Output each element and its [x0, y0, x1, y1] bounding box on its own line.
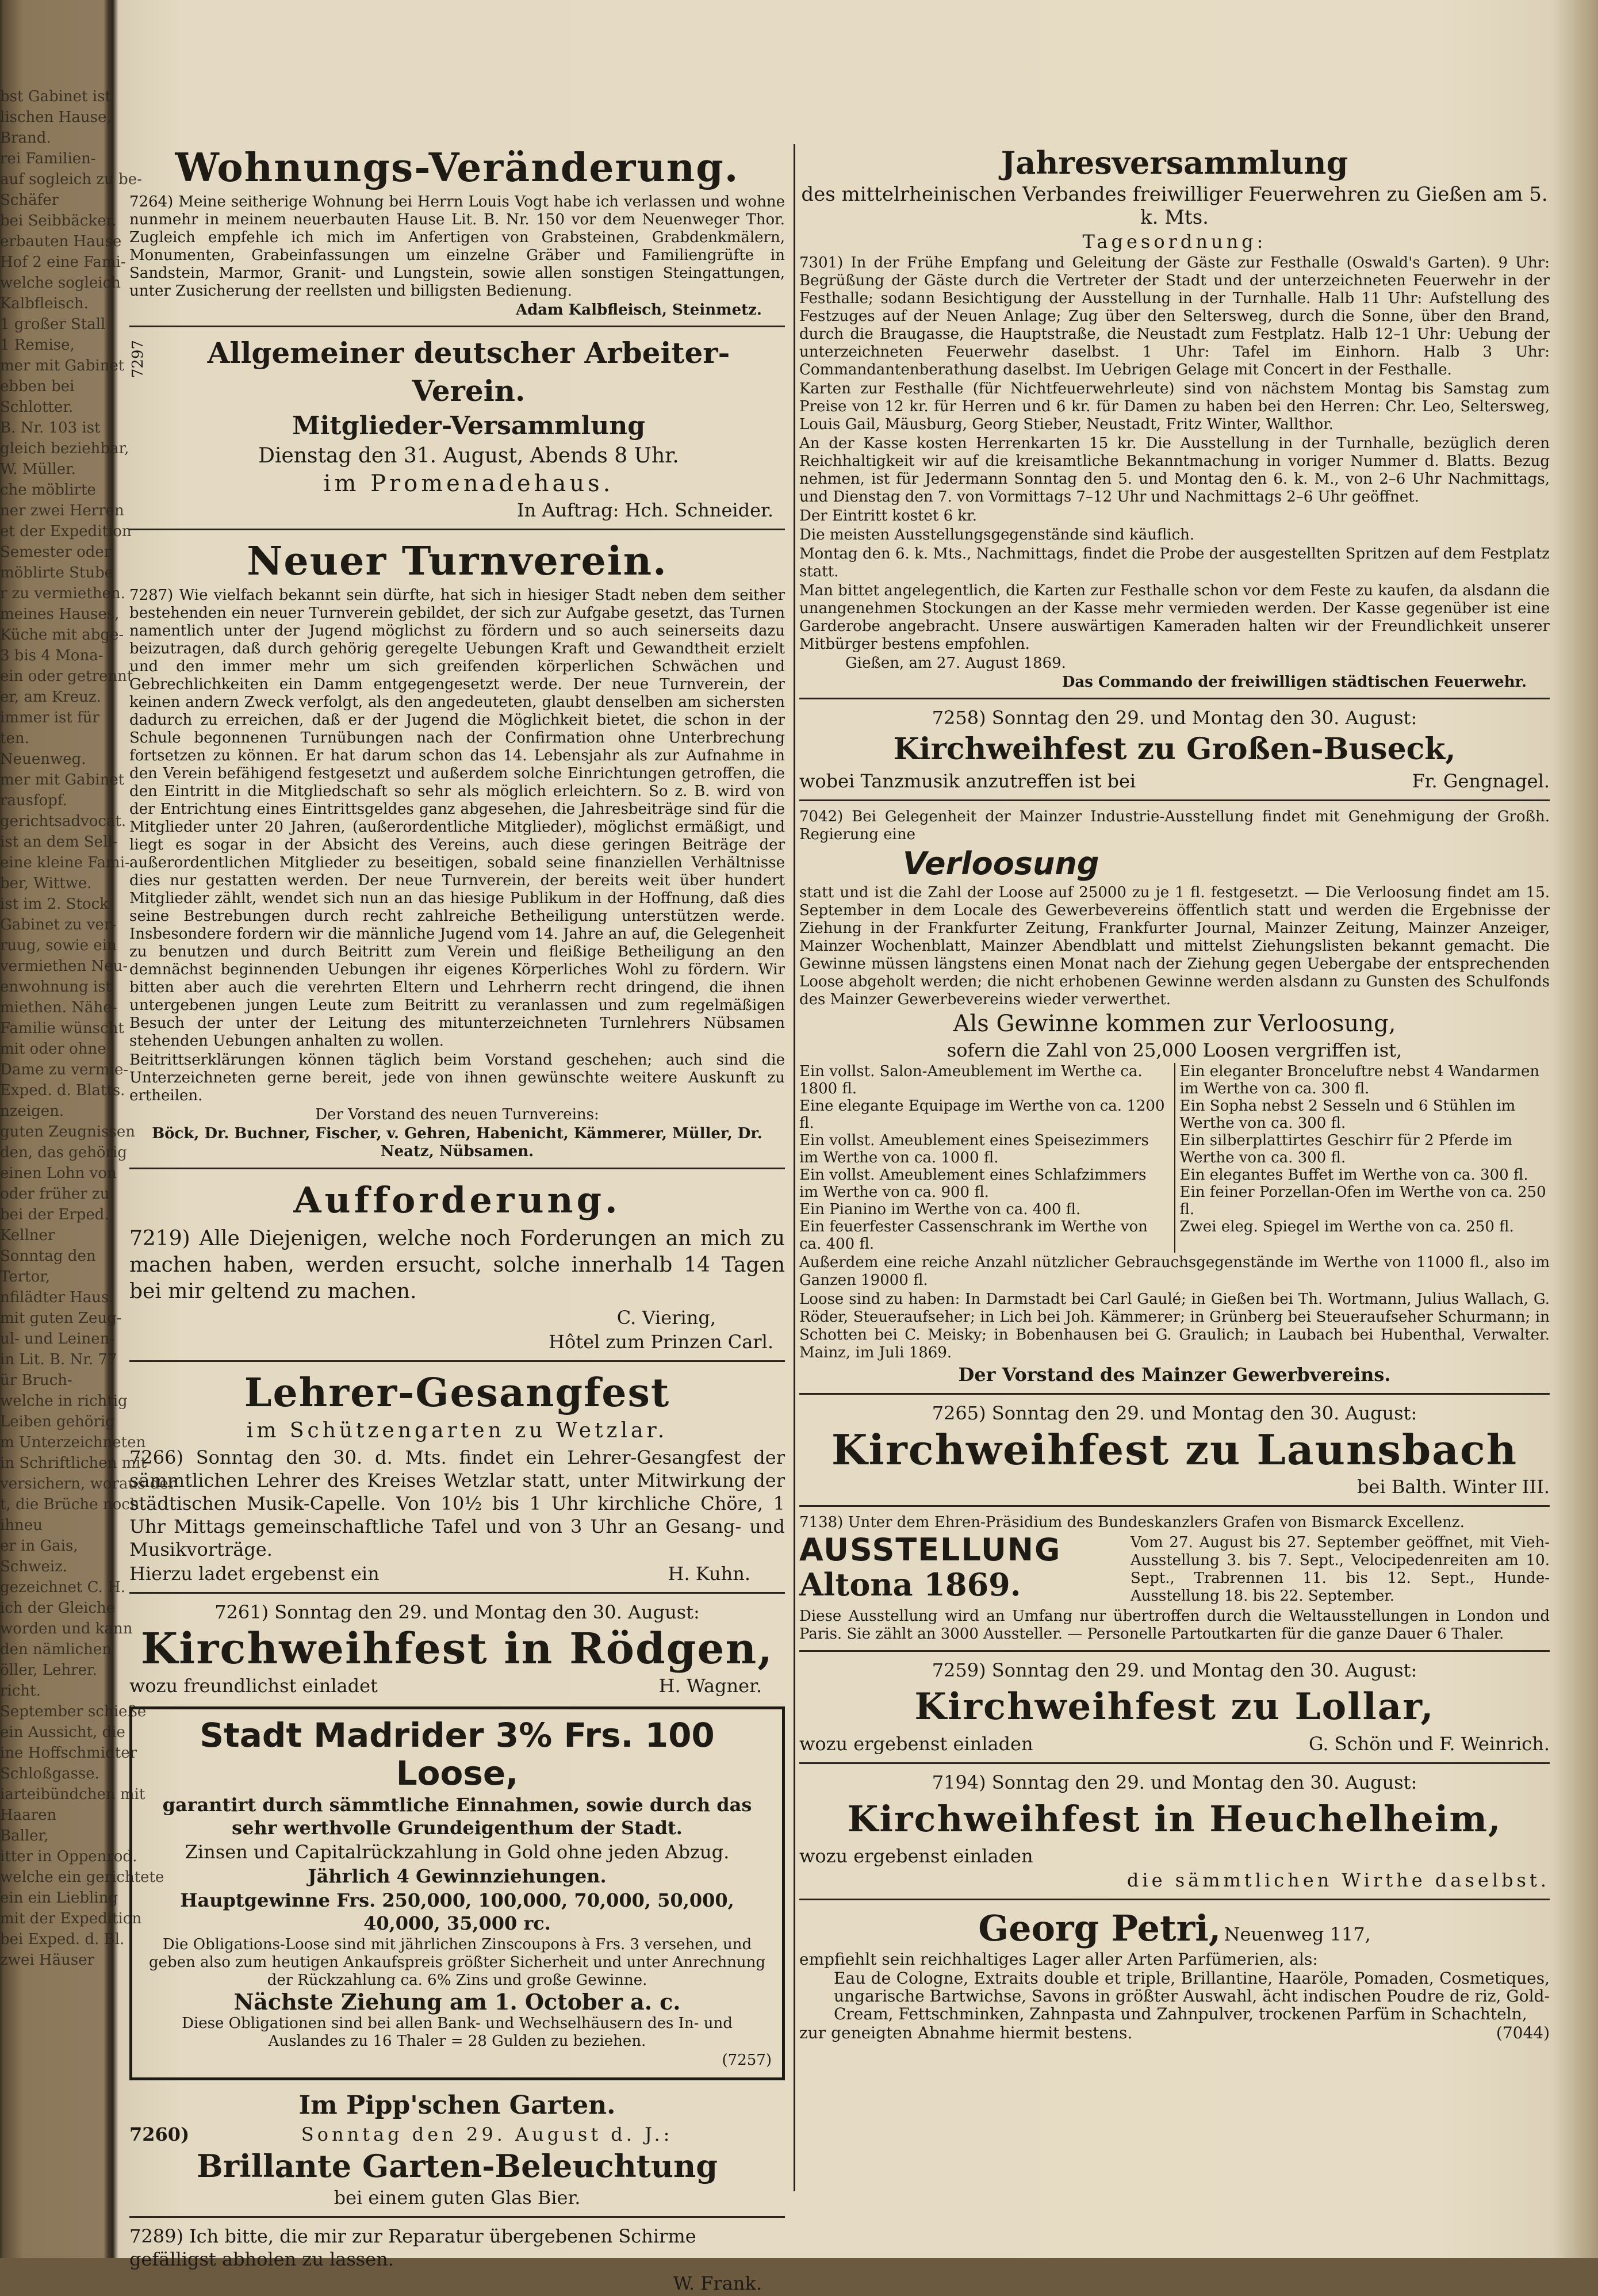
- ad-line: Diese Obligationen sind bei allen Bank- und Wechselhäusern des In- und Auslandes zu 16 Thaler = 28 Gulden zu beziehen.: [182, 2015, 733, 2050]
- ad-body-4: Der Eintritt kostet 6 kr.: [799, 507, 978, 525]
- right-column: [799, 144, 1550, 2043]
- left-page-fragment: Leiben gehörig: [0, 1413, 115, 1430]
- ad-invite: wozu ergebenst einladen: [799, 1733, 1033, 1755]
- divider: [129, 529, 785, 530]
- ad-footer: [799, 770, 1550, 793]
- left-page-fragment: 1 großer Stall: [0, 316, 106, 333]
- ad-address: Neuenweg 117,: [1224, 1923, 1371, 1945]
- prize-list-left: [799, 1063, 1175, 1253]
- left-page-fragment: che möblirte: [0, 481, 96, 499]
- prize-item: Zwei eleg. Spiegel im Werthe von ca. 250 fl.: [1179, 1218, 1514, 1235]
- ad-invite: wozu ergebenst einladen: [799, 1845, 1033, 1867]
- left-page-fragment: oder früher zu: [0, 1185, 110, 1203]
- prize-item: Ein vollst. Ameublement eines Schlafzimmers im Werthe von ca. 900 fl.: [799, 1166, 1147, 1201]
- ad-body: 7287) Wie vielfach bekannt sein dürfte, hat sich in hiesiger Stadt neben dem seither bestehenden ein neuer Turnverein gebildet, der sich zur Aufgabe gesetzt, das Turnen namentlich unter der Jugend möglichst zu fördern und so auch seinerseits dazu beizutragen, daß durch gehörig geregelte Uebungen Kraft und Gewandtheit erzielt und den immer mehr um sich greifenden körperlichen Schwächen und Gebrechlichkeiten ein Damm entgegengesetzt werde. Der neue Turnverein, der keinen andern Zweck verfolgt, als den angedeuteten, glaubt denselben am sichersten dadurch zu erreichen, daß er der Jugend die Möglichkeit bietet, die schon in der Schule begonnenen Turnübungen nach der Confirmation ohne Unterbrechung fortsetzen zu können. Er hat darum schon das 14. Lebensjahr als zur Aufnahme in den Verein befähigend festgesetzt und außerdem solche Einrichtungen getroffen, die den Eintritt in die Mitgliedschaft so sehr als möglich erleichtern. So z. B. wird von der Entrichtung eines Eintrittsgeldes ganz abgesehen, die Jahresbeiträge sind für die Mitglieder unter 20 Jahren, (außerordentliche Mitglieder), möglichst ermäßigt, und liegt es sogar in der Absicht des Vereins, auch diese geringen Beiträge der außerordentlichen Mitglieder zu beseitigen, sobald seine finanziellen Verhältnisse dies nur gestatten werden. Der neue Turnverein, der bereits weit über hundert Mitglieder zählt, wendet sich nun an das hiesige Publikum in der Hoffnung, daß dies seine Bestrebungen durch recht zahlreiche Betheiligung unterstützen werde. Insbesondere fordern wir die männliche Jugend vom 14. Jahre an auf, die Gelegenheit zu benutzen und durch Beitritt zum Verein und fleißige Betheiligung an den demnächst beginnenden Uebungen ihr eigenes Körperliches Wohl zu fördern. Wir bitten aber auch die verehrten Eltern und Lehrherrn recht dringend, die ihnen untergebenen jungen Leute zum Beitritt zu veranlassen und zum regelmäßigen Besuch der unter der Leitung des mitunterzeichneten Turnlehrers Nübsamen stehenden Uebungen anhalten zu wollen.: [129, 587, 785, 1050]
- left-page-fragment: einen Lohn von: [0, 1165, 117, 1182]
- divider: [799, 1762, 1550, 1764]
- left-page-fragment: immer ist für: [0, 709, 99, 726]
- ad-intro: 7138) Unter dem Ehren-Präsidium des Bundeskanzlers Grafen von Bismarck Excellenz.: [799, 1514, 1465, 1531]
- ad-side-number: 7297: [129, 340, 147, 378]
- left-page-fragment: Schlotter.: [0, 399, 74, 416]
- ad-title: Kirchweihfest in Rödgen,: [140, 1624, 774, 1674]
- ad-title: Aufforderung.: [293, 1179, 621, 1221]
- left-page-fragment: nfilädter Haus.: [0, 1289, 114, 1306]
- left-page-fragment: richt.: [0, 1682, 41, 1700]
- ad-body-7: Man bittet angelegentlich, die Karten zur Festhalle schon vor dem Feste zu kaufen, da alsdann die unangenehmen Stockungen an der Kasse mehr vermieden werden. Der Kasse gegenüber ist eine Garderobe angebracht. Unsere auswärtigen Kameraden halten wir der Freundlichkeit unserer Mitbürger bestens empfohlen.: [799, 582, 1550, 653]
- prize-item: Ein vollst. Salon-Ameublement im Werthe ca. 1800 fl.: [799, 1063, 1143, 1097]
- left-page-fragment: eine kleine Fami-: [0, 854, 130, 871]
- left-page-fragment: Exped. d. Blatts.: [0, 1082, 125, 1099]
- ad-signature: C. Viering,: [616, 1307, 716, 1329]
- left-page-fragment: welche ein gerichtete: [0, 1869, 164, 1886]
- divider: [799, 1393, 1550, 1395]
- ad-petri: [799, 1907, 1550, 2042]
- left-page-fragment: den nämlichen: [0, 1641, 112, 1658]
- prize-item: Ein Pianino im Werthe von ca. 400 fl.: [799, 1201, 1081, 1218]
- ad-date-row: [129, 2123, 785, 2146]
- left-page-fragment: mer mit Gabinet: [0, 357, 125, 374]
- ad-title: Verloosung: [903, 845, 1099, 882]
- ad-line: Nächste Ziehung am 1. October a. c.: [233, 1989, 681, 2015]
- left-page-fragment: bei Exped. d. Bl.: [0, 1931, 125, 1948]
- left-page-fragment: September schieße: [0, 1703, 147, 1720]
- prize-item: Ein feuerfester Cassenschrank im Werthe von ca. 400 fl.: [799, 1218, 1148, 1253]
- left-page-fragment: et der Expedition: [0, 523, 132, 540]
- ad-date: 7261) Sonntag den 29. und Montag den 30. August:: [214, 1601, 700, 1623]
- divider: [799, 1899, 1550, 1900]
- left-page-fragment: rei Familien-: [0, 150, 96, 167]
- ad-title: Jahresversammlung: [1001, 144, 1348, 181]
- ad-date: 7265) Sonntag den 29. und Montag den 30. August:: [932, 1402, 1417, 1424]
- newspaper-page: [124, 104, 1561, 2294]
- ad-madrid-loose: [129, 1706, 785, 2080]
- ad-turnverein: [129, 537, 785, 1161]
- left-page-fragment: Gabinet zu ver-: [0, 916, 117, 933]
- ad-title: Kirchweihfest in Heuchelheim,: [847, 1798, 1502, 1840]
- ad-body-3: An der Kasse kosten Herrenkarten 15 kr. Die Ausstellung in der Turnhalle, bezüglich deren Reichhaltigkeit wir auf die kreisamtliche Bekanntmachung in voriger Nummer d. Blatts. Bezug nehmen, ist für Jedermann Sonntag den 5. und Montag den 6. k. M., von 2–6 Uhr Nachmittags, und Dienstag den 7. von Vormittags 7–12 Uhr und Nachmittags 2–6 Uhr geöffnet.: [799, 435, 1550, 506]
- left-page-fragment: r zu vermiethen.: [0, 585, 125, 602]
- ad-prize-title: Als Gewinne kommen zur Verloosung,: [953, 1011, 1396, 1037]
- ad-footer: [129, 1562, 785, 1585]
- left-page-fragment: ber, Wittwe.: [0, 875, 92, 892]
- ad-title: Lehrer-Gesangfest: [244, 1370, 670, 1416]
- left-page-fragment: versichern, woraus der: [0, 1475, 176, 1493]
- prize-item: Ein Sopha nebst 2 Sesseln und 6 Stühlen im Werthe von ca. 300 fl.: [1179, 1097, 1516, 1132]
- left-page-fragment: Küche mit abge-: [0, 626, 124, 644]
- ad-title: AUSSTELLUNG: [799, 1532, 1061, 1568]
- ad-body: empfiehlt sein reichhaltiges Lager aller Arten Parfümerien, als:: [799, 1950, 1318, 1969]
- ad-kirchweih-lollar: [799, 1659, 1550, 1755]
- ad-body: 7301) In der Frühe Empfang und Geleitung der Gäste zur Festhalle (Oswald's Garten). 9 Uhr: Begrüßung der Gäste durch die Vertreter der Stadt und der unterzeichneten Feuerwehr in der Festhalle; sodann Besichtigung der Ausstellung in der Turnhalle. Halb 11 Uhr: Aufstellung des Festzuges auf der Neuen Anlage; Zug über den Seltersweg, durch die Sonne, über den Brand, durch die Braugasse, die Hauptstraße, die Neustadt zum Festplatz. Halb 12–1 Uhr: Uebung der unterzeichneten Feuerwehr daselbst. 1 Uhr: Tafel im Einhorn. Halb 3 Uhr: Commandantenberathung daselbst. Im Uebrigen Gelage mit Concert in der Festhalle.: [799, 254, 1550, 378]
- left-page-fragment: Schäfer: [0, 192, 59, 209]
- ad-body-2: Karten zur Festhalle (für Nichtfeuerwehrleute) sind von nächstem Montag bis Samstag zum Preise von 12 kr. für Herren und 6 kr. für Damen zu haben bei den Herren: Chr. Leo, Seltersweg, Louis Gail, Mäusburg, Georg Stieber, Neustadt, Fritz Winter, Wallthor.: [799, 380, 1550, 433]
- left-page-fragment: worden und kann: [0, 1620, 133, 1637]
- left-page-fragment: Sonntag den: [0, 1248, 96, 1265]
- left-page-fragment: 1 Remise,: [0, 336, 75, 354]
- ad-lehrer-gesangfest: [129, 1369, 785, 1585]
- divider: [799, 799, 1550, 801]
- ad-signature: die sämmtlichen Wirthe daselbst.: [1126, 1869, 1550, 1891]
- ad-date: 7194) Sonntag den 29. und Montag den 30. August:: [932, 1771, 1417, 1793]
- left-page-fragment: ist an dem Sell-: [0, 833, 118, 851]
- ad-signature: In Auftrag: Hch. Schneider.: [516, 499, 773, 521]
- ad-title: Stadt Madrider 3% Frs. 100 Loose,: [200, 1716, 715, 1793]
- divider: [129, 2216, 785, 2218]
- left-page-fragment: t, die Brüche noch: [0, 1496, 140, 1513]
- left-page-fragment: meines Hauses,: [0, 606, 120, 623]
- prize-item: Ein elegantes Buffet im Werthe von ca. 300 fl.: [1179, 1166, 1528, 1184]
- ad-body-2: Außerdem eine reiche Anzahl nützlicher Gebrauchsgegenstände im Werthe von 11000 fl., also im Ganzen 19000 fl.: [799, 1254, 1550, 1289]
- ad-signature-2: Hôtel zum Prinzen Carl.: [549, 1331, 773, 1353]
- prize-item: Eine elegante Equipage im Werthe von ca. 1200 fl.: [799, 1097, 1165, 1132]
- left-page-fragment: ner zwei Herren: [0, 502, 124, 519]
- left-page-fragment: ebben bei: [0, 378, 75, 395]
- divider: [129, 1360, 785, 1362]
- ad-line: Hauptgewinne Frs. 250,000, 100,000, 70,000, 50,000, 40,000, 35,000 rc.: [180, 1889, 734, 1934]
- ad-subtitle: Altona 1869.: [799, 1566, 1021, 1603]
- left-page-fragment: m Unterzeichneten: [0, 1434, 146, 1451]
- left-page-fragment: gezeichnet C. H.: [0, 1579, 126, 1596]
- left-page-fragment: Kalbfleisch.: [0, 295, 89, 312]
- ad-number: 7260): [129, 2123, 190, 2145]
- ad-title-block: [799, 1533, 1121, 1606]
- left-page-fragment: 3 bis 4 Mona-: [0, 647, 104, 664]
- left-page-fragment: rausfopf.: [0, 792, 67, 809]
- left-page-fragment: B. Nr. 103 ist: [0, 419, 101, 437]
- ad-signature: Der Vorstand des Mainzer Gewerbvereins.: [958, 1364, 1391, 1386]
- ad-line: bei einem guten Glas Bier.: [334, 2187, 581, 2209]
- ad-signature: Adam Kalbfleisch, Steinmetz.: [515, 301, 762, 319]
- left-page-fragment: bst Gabinet ist: [0, 88, 111, 105]
- ad-number: (7044): [1496, 2023, 1550, 2042]
- left-page-fragment: bei der Erped.: [0, 1206, 109, 1223]
- ad-kirchweih-launsbach: [799, 1402, 1550, 1498]
- ad-subtitle: des mittelrheinischen Verbandes freiwilliger Feuerwehren zu Gießen am 5. k. Mts.: [801, 183, 1548, 229]
- left-page-fragment: ist im 2. Stock: [0, 896, 109, 913]
- left-page-fragment: Schloßgasse.: [0, 1765, 99, 1782]
- ad-title-row: [799, 1907, 1550, 1949]
- left-page-fragment: Schweiz.: [0, 1558, 68, 1575]
- ad-title: Im Pipp'schen Garten.: [298, 2091, 616, 2120]
- ad-intro: 7042) Bei Gelegenheit der Mainzer Industrie-Ausstellung findet mit Genehmigung der Großh. Regierung eine: [799, 808, 1550, 843]
- column-rule: [794, 144, 795, 2191]
- ad-subtitle: Mitglieder-Versammlung: [292, 411, 646, 441]
- left-page-fragment: mer mit Gabinet: [0, 771, 125, 789]
- left-column: [129, 144, 785, 2296]
- left-page-fragment: ür Bruch-: [0, 1372, 72, 1389]
- ad-date: 7258) Sonntag den 29. und Montag den 30. August:: [932, 707, 1417, 729]
- prize-item: Ein eleganter Bronceluftre nebst 4 Wandarmen im Werthe von ca. 300 fl.: [1179, 1063, 1540, 1097]
- ad-wohnung: [129, 144, 785, 319]
- ad-body: 7219) Alle Diejenigen, welche noch Forderungen an mich zu machen haben, werden ersucht, solche innerhalb 14 Tagen bei mir geltend zu machen.: [129, 1227, 785, 1303]
- left-page-fragment: er in Gais,: [0, 1537, 78, 1555]
- left-page-fragment: Baller,: [0, 1827, 49, 1845]
- ad-header-row: [799, 1533, 1550, 1606]
- left-page-fragment: guten Zeugnissen: [0, 1123, 135, 1141]
- ad-signature: H. Wagner.: [658, 1675, 762, 1697]
- ad-date: Sonntag den 29. August d. J.:: [301, 2123, 673, 2145]
- ad-line: Jährlich 4 Gewinnziehungen.: [308, 1865, 607, 1887]
- ad-dates: Vom 27. August bis 27. September geöffnet, mit Vieh-Ausstellung 3. bis 7. Sept., Velocipedenreiten am 10. Sept., Trabrennen 11. bis 12. Sept., Hunde-Ausstellung 18. bis 22. September.: [1131, 1534, 1550, 1605]
- left-page-fragment: möblirte Stube: [0, 564, 114, 581]
- ad-date: Gießen, am 27. August 1869.: [845, 655, 1066, 672]
- ad-board-names: Böck, Dr. Buchner, Fischer, v. Gehren, Habenicht, Kämmerer, Müller, Dr. Neatz, Nübsamen.: [152, 1125, 762, 1160]
- ad-board-title: Der Vorstand des neuen Turnvereins:: [315, 1106, 599, 1123]
- prize-item: Ein feiner Porzellan-Ofen im Werthe von ca. 250 fl.: [1179, 1184, 1546, 1218]
- divider: [129, 1592, 785, 1594]
- ad-subtitle: Brillante Garten-Beleuchtung: [196, 2148, 718, 2184]
- prize-item: Ein vollst. Ameublement eines Speisezimmers im Werthe von ca. 1000 fl.: [799, 1132, 1149, 1166]
- left-page-fragment: vermiethen Neu-: [0, 958, 128, 975]
- ad-line: Zinsen und Capitalrückzahlung in Gold ohne jeden Abzug.: [185, 1841, 730, 1863]
- ad-number: (7257): [722, 2052, 772, 2069]
- ad-body-2: Beitrittserklärungen können täglich beim Vorstand geschehen; auch sind die Unterzeichneten gerne bereit, jede von ihnen gewünschte weitere Auskunft zu ertheilen.: [129, 1051, 785, 1104]
- left-page-fragment: gerichtsadvocat.: [0, 813, 127, 830]
- left-page-fragment: ein ein Liebling: [0, 1889, 118, 1907]
- ad-line: wobei Tanzmusik anzutreffen ist bei: [799, 770, 1136, 792]
- ad-line: garantirt durch sämmtliche Einnahmen, sowie durch das sehr werthvolle Grundeigenthum der Stadt.: [162, 1794, 752, 1839]
- ad-aufforderung: [129, 1176, 785, 1353]
- left-page-fragment: Familie wünscht: [0, 1020, 124, 1037]
- left-page-fragment: ihneu: [0, 1517, 43, 1534]
- left-page-fragment: miethen. Nähe-: [0, 999, 117, 1016]
- left-page-fragment: W. Müller.: [0, 461, 76, 478]
- ad-body-6: Montag den 6. k. Mts., Nachmittags, findet die Probe der ausgestellten Spritzen auf dem Festplatz statt.: [799, 545, 1550, 580]
- ad-subtitle: im Schützengarten zu Wetzlar.: [246, 1419, 668, 1442]
- ad-invite: Hierzu ladet ergebenst ein: [129, 1563, 380, 1585]
- ad-altona-ausstellung: [799, 1514, 1550, 1643]
- left-page-fragment: welche in richtig: [0, 1392, 128, 1410]
- ad-date: Dienstag den 31. August, Abends 8 Uhr.: [258, 444, 679, 468]
- left-page-fragment: nzeigen.: [0, 1103, 64, 1120]
- left-page-fragment: Tertor,: [0, 1268, 51, 1285]
- ad-body-5: Die meisten Ausstellungsgegenstände sind käuflich.: [799, 526, 1195, 544]
- ad-title: Wohnungs-Veränderung.: [175, 145, 739, 191]
- left-page-fragment: mit oder ohne: [0, 1040, 106, 1058]
- ad-kirchweih-busek: [799, 706, 1550, 793]
- ad-schirme: [129, 2225, 785, 2295]
- divider: [799, 698, 1550, 699]
- ad-title: Georg Petri,: [978, 1907, 1221, 1949]
- left-page-fragment: bei Seibbäcker.: [0, 212, 117, 229]
- ad-pipp-garten: [129, 2090, 785, 2209]
- ad-body: statt und ist die Zahl der Loose auf 25000 zu je 1 fl. festgesetzt. — Die Verloosung findet am 15. September in dem Locale des Gewerbevereins öffentlich statt und werden die Ergebnisse der Ziehung in der Frankfurter Zeitung, Frankfurter Journal, Mainzer Zeitung, Mainzer Anzeiger, Mainzer Wochenblatt, Mainzer Abendblatt und mittelst Ziehungslisten bekannt gemacht. Die Gewinne müssen längstens einen Monat nach der Ziehung gegen Uebergabe der entsprechenden Loose abgeholt werden; die nicht erhobenen Gewinne werden alsdann zu Gunsten des Schulfonds des Mainzer Gewerbevereins wieder verwerthet.: [799, 884, 1550, 1008]
- ad-title: Kirchweihfest zu Launsbach: [831, 1425, 1518, 1474]
- left-page-fragment: auf sogleich zu be-: [0, 171, 142, 188]
- left-page-fragment: Semester oder: [0, 544, 112, 561]
- ad-closing: zur geneigten Abnahme hiermit bestens.: [799, 2023, 1133, 2042]
- ad-title: Neuer Turnverein.: [247, 538, 668, 584]
- left-page-fragment: Dame zu vermie-: [0, 1061, 129, 1078]
- left-page-fragment: ten.: [0, 730, 29, 747]
- ad-kirchweih-roedgen: [129, 1601, 785, 1697]
- left-page-fragment: zwei Häuser: [0, 1951, 94, 1969]
- ad-footer: [799, 2024, 1550, 2042]
- ad-agenda-title: Tagesordnung:: [1082, 231, 1267, 252]
- left-page-fragment: er, am Kreuz.: [0, 688, 101, 706]
- left-page-fragment: in Lit. B. Nr. 77: [0, 1351, 117, 1368]
- ad-invite: wozu freundlichst einladet: [129, 1675, 378, 1697]
- ad-signature: H. Kuhn.: [668, 1563, 750, 1585]
- ad-body: 7289) Ich bitte, die mir zur Reparatur übergebenen Schirme gefälligst abholen zu lassen.: [129, 2225, 696, 2270]
- left-page-fragment: lischen Hause,: [0, 109, 112, 126]
- ad-items: Eau de Cologne, Extraits double et triple, Brillantine, Haaröle, Pomaden, Cosmetiques, ungarische Bartwichse, Savons in größter Auswahl, ächt indischen Poudre de riz, Gold-Cream, Fettschminken, Zahnpasta und Zahnpulver, trockenen Parfüm in Schachteln,: [834, 1969, 1550, 2023]
- prize-list-right: [1175, 1063, 1550, 1253]
- left-page-fragment: den, das gehörig: [0, 1144, 127, 1161]
- ad-title: Kirchweihfest zu Großen-Buseck,: [893, 732, 1456, 767]
- divider: [799, 1505, 1550, 1507]
- left-page-fragment: ul- und Leinen-: [0, 1330, 115, 1348]
- ad-footer: [129, 1674, 785, 1697]
- ad-body-3: Loose sind zu haben: In Darmstadt bei Carl Gaulé; in Gießen bei Th. Wortmann, Julius Wallach, G. Röder, Steueraufseher; in Lich bei Joh. Kämmerer; in Grünberg bei Steueraufseher Schurmann; in Schotten bei C. Meisky; in Bobenhausen bei G. Graulich; in Laubach bei Hubenthal, Verwalter. Mainz, im Juli 1869.: [799, 1291, 1550, 1361]
- left-page-fragment: welche sogleich: [0, 274, 121, 292]
- left-page-fragment: Kellner: [0, 1227, 55, 1244]
- left-page-fragment: öller, Lehrer.: [0, 1662, 97, 1679]
- left-page-fragment: in Schriftlichen mit: [0, 1455, 147, 1472]
- ad-signature: Das Commando der freiwilligen städtischen Feuerwehr.: [1061, 674, 1527, 691]
- left-page-fragment: ein oder getrennt: [0, 668, 133, 685]
- prize-list: [799, 1063, 1550, 1253]
- ad-line: Die Obligations-Loose sind mit jährlichen Zinscoupons à Frs. 3 versehen, und geben also zum heutigen Ankaufspreis größter Sicherheit und unter Anrechnung der Rückzahlung ca. 6% Zins und große Gewinne.: [148, 1936, 766, 1989]
- ad-signature: W. Frank.: [673, 2272, 762, 2294]
- left-page-fragment: mit der Expedition: [0, 1910, 142, 1927]
- divider: [799, 1650, 1550, 1652]
- ad-body: 7266) Sonntag den 30. d. Mts. findet ein Lehrer-Gesangfest der sämmtlichen Lehrer des Kreises Wetzlar statt, unter Mitwirkung der städtischen Musik-Capelle. Von 10½ bis 1 Uhr kirchliche Chöre, 1 Uhr Mittags gemeinschaftliche Tafel und von 3 Uhr an Gesang- und Musikvorträge.: [129, 1447, 785, 1560]
- ad-date: 7259) Sonntag den 29. und Montag den 30. August:: [932, 1659, 1417, 1681]
- left-page-fragment: itter in Oppenrod.: [0, 1848, 137, 1865]
- ad-body: Diese Ausstellung wird an Umfang nur übertroffen durch die Weltausstellungen in London und Paris. Sie zählt an 3000 Aussteller. — Personelle Partoutkarten für die ganze Dauer 6 Thaler.: [799, 1608, 1550, 1643]
- left-page-fragment: Neuenweg.: [0, 751, 86, 768]
- left-page-fragment: iarteibündchen mit: [0, 1786, 145, 1803]
- ad-title: Kirchweihfest zu Lollar,: [914, 1685, 1435, 1728]
- ad-prize-subtitle: sofern die Zahl von 25,000 Loosen vergriffen ist,: [946, 1039, 1402, 1061]
- left-page-fragment: erbauten Hause: [0, 233, 122, 250]
- ad-arbeiter-verein: [129, 334, 785, 522]
- left-page-fragment: ruug, sowie ein: [0, 937, 117, 954]
- ad-title: Allgemeiner deutscher Arbeiter-Verein.: [207, 336, 730, 408]
- ad-kirchweih-heuchelheim: [799, 1771, 1550, 1892]
- left-page-fragment: Haaren: [0, 1807, 57, 1824]
- left-page-fragment: ich der Gleiche: [0, 1599, 116, 1617]
- left-page-fragment: ein Aussicht, die: [0, 1724, 125, 1741]
- divider: [129, 1168, 785, 1169]
- left-page-fragment: enwohnung ist: [0, 978, 112, 996]
- ad-place: im Promenadehaus.: [323, 470, 614, 497]
- ad-mainz-verloosung: [799, 808, 1550, 1386]
- ad-feuerwehr: [799, 144, 1550, 691]
- ad-body: 7264) Meine seitherige Wohnung bei Herrn Louis Vogt habe ich verlassen und wohne nunmehr in meinem neuerbauten Hause Lit. B. Nr. 150 vor dem Neuenweger Thor. Zugleich empfehle ich mich im Anfertigen von Grabsteinen, Grabdenkmälern, Monumenten, Grabeinfassungen um einzelne Gräber und Familiengrüfte in Sandstein, Marmor, Granit- und Lungstein, sowie allen sonstigen Steingattungen, unter Zusicherung der reellsten und billigsten Bedienung.: [129, 193, 785, 300]
- divider: [129, 326, 785, 327]
- ad-signature: Fr. Gengnagel.: [1412, 770, 1550, 792]
- ad-footer: [799, 1732, 1550, 1755]
- left-page-fragment: gleich beziehbar,: [0, 440, 129, 457]
- ad-signature: bei Balth. Winter III.: [1357, 1476, 1550, 1498]
- prize-item: Ein silberplattirtes Geschirr für 2 Pferde im Werthe von ca. 300 fl.: [1179, 1132, 1513, 1166]
- left-page-fragment: mit guten Zeug-: [0, 1310, 122, 1327]
- left-page-fragment: Brand.: [0, 129, 51, 147]
- left-page-fragment: ine Hoffschmidter: [0, 1744, 137, 1762]
- ad-signature: G. Schön und F. Weinrich.: [1309, 1733, 1550, 1755]
- left-page-fragment: Hof 2 eine Fami-: [0, 254, 126, 271]
